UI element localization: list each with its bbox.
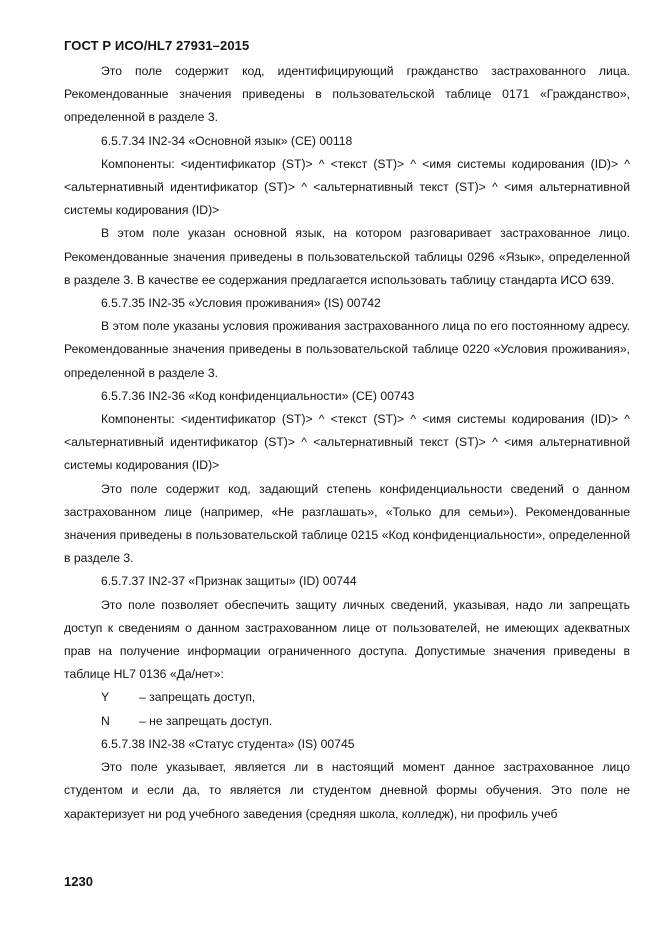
paragraph-confidentiality: Это поле содержит код, задающий степень конфиденциальности сведений о данном застрахованном лице (например, «Не разглашать», «Только для семьи»). Рекомендованные значения приведены в пользовательской таблице 0215 «Код конфиденциальности», определенной в разделе 3.: [64, 481, 630, 566]
paragraph-living-conditions: В этом поле указаны условия проживания застрахованного лица по его постоянному адресу. Рекомендованные значения приведены в пользовательской таблице 0220 «Условия проживания», определенной в разделе 3.: [64, 319, 630, 380]
section-heading-in2-36: 6.5.7.36 IN2-36 «Код конфиденциальности» (CE) 00743: [101, 388, 415, 403]
option-row-n: [64, 710, 630, 733]
section-heading-in2-38: 6.5.7.38 IN2-38 «Статус студента» (IS) 00745: [101, 736, 355, 751]
option-code: Y: [101, 690, 110, 705]
document-header: ГОСТ Р ИСО/HL7 27931–2015: [64, 38, 250, 53]
section-heading-in2-34: 6.5.7.34 IN2-34 «Основной язык» (CE) 00118: [101, 133, 353, 148]
paragraph-student-status: Это поле указывает, является ли в настоящий момент данное застрахованное лицо студентом и если да, то является ли студентом дневной формы обучения. Это поле не характеризует ни род учебного заведения (средняя школа, колледж), ни профиль учеб: [64, 760, 630, 821]
page-number: 1230: [64, 874, 93, 889]
paragraph-protection: Это поле позволяет обеспечить защиту личных сведений, указывая, надо ли запрещать доступ к сведениям о данном застрахованном лице от пользователей, не имеющих адекватных прав на получение информации ограниченного доступа. Допустимые значения приведены в таблице HL7 0136 «Да/нет»:: [64, 597, 630, 682]
option-text: – запрещать доступ,: [139, 690, 256, 705]
option-text: – не запрещать доступ.: [139, 713, 273, 728]
section-heading-in2-37: 6.5.7.37 IN2-37 «Признак защиты» (ID) 00744: [101, 574, 357, 589]
document-body: [64, 60, 630, 826]
paragraph-primary-language: В этом поле указан основной язык, на котором разговаривает застрахованное лицо. Рекомендованные значения приведены в пользовательской таблицы 0296 «Язык», определенной в разделе 3. В качестве ее содержания предлагается использовать таблицу стандарта ИСО 639.: [64, 226, 630, 287]
paragraph-components-in2-36: Компоненты: <идентификатор (ST)> ^ <текст (ST)> ^ <имя системы кодирования (ID)> ^ <альтернативный идентификатор (ST)> ^ <альтернативный текст (ST)> ^ <имя альтернативной системы кодирования (ID)>: [64, 412, 630, 473]
option-code: N: [101, 713, 110, 728]
paragraph-citizenship: Это поле содержит код, идентифицирующий гражданство застрахованного лица. Рекомендованные значения приведены в пользовательской таблице 0171 «Гражданство», определенной в разделе 3.: [64, 64, 630, 125]
section-heading-in2-35: 6.5.7.35 IN2-35 «Условия проживания» (IS) 00742: [101, 296, 381, 311]
option-row-y: [64, 686, 630, 709]
paragraph-components-in2-34: Компоненты: <идентификатор (ST)> ^ <текст (ST)> ^ <имя системы кодирования (ID)> ^ <альтернативный идентификатор (ST)> ^ <альтернативный текст (ST)> ^ <имя альтернативной системы кодирования (ID)>: [64, 156, 630, 218]
